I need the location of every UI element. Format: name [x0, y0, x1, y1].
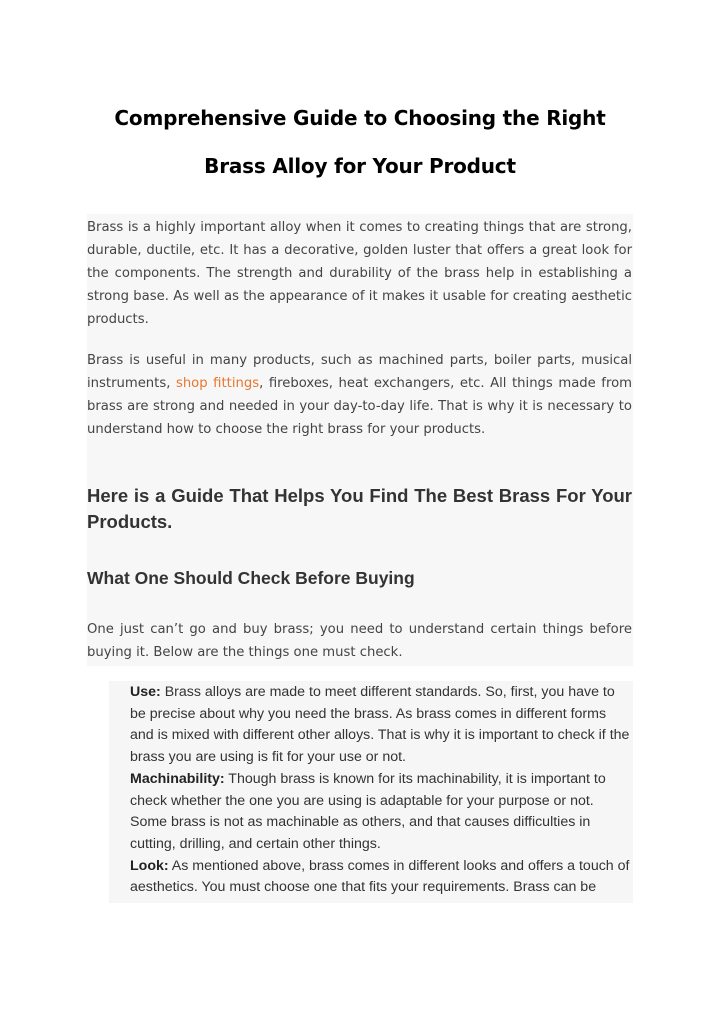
check-heading: What One Should Check Before Buying	[87, 568, 415, 588]
intro-paragraph: Brass is a highly important alloy when it comes to creating things that are strong, durable, ductile, etc. It has a decorative, golden luster that offers a great look for the components. The strength and durability of the brass help in establishing a strong base. As well as the appearance of it makes it usable for creating aesthetic products.	[87, 220, 632, 327]
list-item	[130, 858, 629, 896]
list-item-text: Though brass is known for its machinability, it is important to check whether the one you are using is adaptable for your purpose or not. Some brass is not as machinable as others, and that causes difficulties in cutting, drilling, and certain other things.	[130, 770, 606, 852]
list-item-text: Brass alloys are made to meet different standards. So, first, you have to be precise about why you need the brass. As brass comes in different forms and is mixed with different other alloys. That is why it is important to check if the brass you are using is fit for your use or not.	[130, 684, 630, 766]
check-paragraph: One just can’t go and buy brass; you need to understand certain things before buying it. Below are the things one must check.	[87, 622, 632, 660]
list-item	[130, 684, 629, 765]
guide-heading: Here is a Guide That Helps You Find The Best Brass For Your Products.	[87, 485, 632, 532]
list-item-term: Look:	[130, 857, 169, 874]
shop-fittings-link[interactable]: shop fittings	[175, 376, 260, 391]
page-title-line-1: Comprehensive Guide to Choosing the Right	[114, 106, 606, 130]
list-item	[130, 771, 606, 852]
usage-text-before-link: Brass is useful in many products, such as machined parts, boiler parts, musical instruments,	[87, 353, 632, 391]
page-title-line-2: Brass Alloy for Your Product	[204, 154, 516, 178]
list-item-text: As mentioned above, brass comes in different looks and offers a touch of aesthetics. You must choose one that fits your requirements. Brass can be	[130, 857, 630, 896]
usage-text-after-link: , fireboxes, heat exchangers, etc. All things made from brass are strong and needed in your day-to-day life. That is why it is necessary to understand how to choose the right brass for your products.	[87, 376, 632, 437]
checklist	[130, 682, 630, 899]
list-item-term: Use:	[130, 684, 161, 700]
usage-paragraph	[87, 349, 632, 441]
list-item-term: Machinability:	[130, 770, 225, 787]
